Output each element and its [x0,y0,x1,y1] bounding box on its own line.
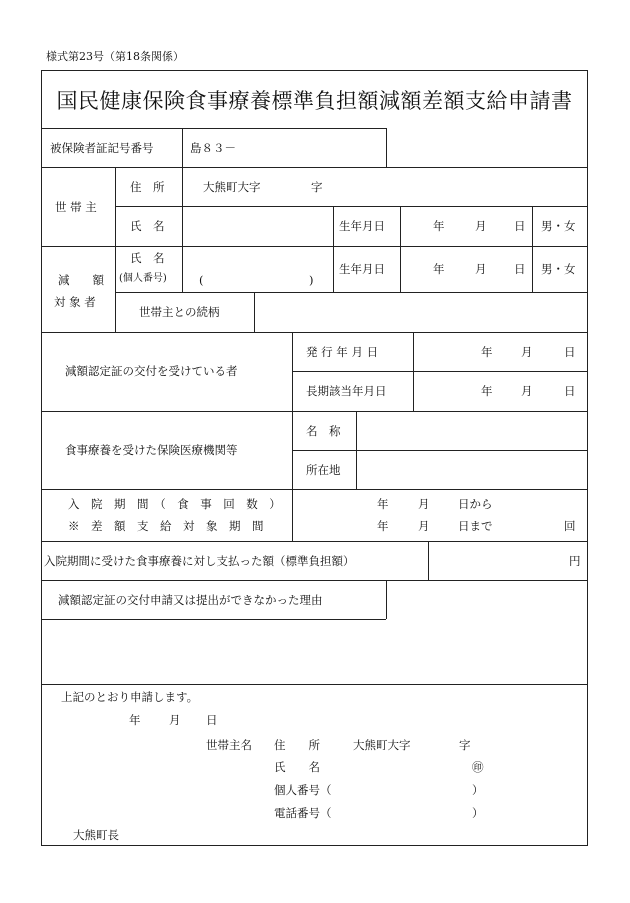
recipient: 大熊町長 [73,828,119,842]
applicant-name-label: 氏 名 [274,760,320,774]
rule [254,292,255,332]
rule [41,541,588,542]
application-statement: 上記のとおり申請します。 [61,690,199,704]
rule [41,619,386,620]
insured-number-value[interactable]: 島８３－ [190,141,236,155]
target-day: 日 [514,262,526,276]
issue-day: 日 [564,345,576,359]
rule [41,411,588,412]
institution-name-label: 名 称 [306,424,341,438]
issue-year: 年 [481,345,493,359]
longterm-year: 年 [481,384,493,398]
rule [292,450,588,451]
householder-month: 月 [475,219,487,233]
seal-mark: ㊞ [472,760,484,774]
householder-address-label: 住 所 [130,180,165,194]
rule [41,580,588,581]
applicant-phone-label: 電話番号（ [274,806,332,820]
applicant-label: 世帯主名 [206,738,252,752]
householder-aza: 字 [311,180,323,194]
householder-birth-label: 生年月日 [339,219,385,233]
period-to: 日まで [458,519,493,533]
rule [41,246,588,247]
rule [386,580,387,619]
longterm-month: 月 [521,384,533,398]
target-paren-close: ) [309,273,314,287]
rule [41,167,588,168]
page-title: 国民健康保険食事療養標準負担額減額差額支給申請書 [56,89,573,113]
householder-label: 世 帯 主 [55,200,97,214]
payment-unit: 円 [569,554,581,568]
rule [41,128,386,129]
form-number: 様式第23号（第18条関係） [46,50,184,63]
rule [413,332,414,411]
applicant-phone-close: ） [472,806,484,820]
reason-label: 減額認定証の交付申請又は提出ができなかった理由 [58,593,323,607]
rule [532,206,533,292]
rule [182,167,183,292]
rule [292,332,293,541]
target-year: 年 [433,262,445,276]
householder-sex: 男・女 [541,219,576,233]
rule [115,167,116,332]
rule [400,206,401,292]
householder-year: 年 [433,219,445,233]
applicant-address-label: 住 所 [274,738,320,752]
period-to-year: 年 [377,519,389,533]
rule [356,411,357,489]
rule [115,206,588,207]
rule [333,206,334,292]
rule [41,684,588,685]
period-label-2: ※ 差 額 支 給 対 象 期 間 [68,519,264,533]
rule [182,128,183,167]
longterm-date-label: 長期該当年月日 [306,384,387,398]
rule [41,489,588,490]
householder-name-label: 氏 名 [130,219,165,233]
target-label-1: 減 額 [58,273,104,287]
application-month: 月 [169,713,181,727]
target-sex: 男・女 [541,262,576,276]
applicant-personal-no-close: ） [472,783,484,797]
period-from: 日から [458,497,493,511]
period-from-month: 月 [418,497,430,511]
period-from-year: 年 [377,497,389,511]
longterm-day: 日 [564,384,576,398]
issue-date-label: 発 行 年 月 日 [306,345,379,359]
target-name-label: 氏 名 [130,251,165,265]
period-times: 回 [564,519,576,533]
insured-number-label: 被保険者証記号番号 [50,141,154,155]
target-paren-open: ( [199,273,204,287]
target-label-2: 対 象 者 [54,295,96,309]
issue-month: 月 [521,345,533,359]
period-to-month: 月 [418,519,430,533]
application-day: 日 [206,713,218,727]
period-label-1: 入 院 期 間 （ 食 事 回 数 ） [68,497,281,511]
payment-label: 入院期間に受けた食事療養に対し支払った額（標準負担額） [44,554,355,568]
rule [115,292,588,293]
target-personal-no-label: (個人番号) [119,273,167,284]
rule [41,332,588,333]
applicant-aza: 字 [459,738,471,752]
householder-address-value[interactable]: 大熊町大字 [203,180,261,194]
rule [428,541,429,580]
applicant-personal-no-label: 個人番号（ [274,783,332,797]
householder-day: 日 [514,219,526,233]
target-birth-label: 生年月日 [339,262,385,276]
rule [292,371,588,372]
title-area [41,70,588,128]
certificate-label: 減額認定証の交付を受けている者 [65,364,238,378]
relation-label: 世帯主との続柄 [139,305,220,319]
institution-label: 食事療養を受けた保険医療機関等 [65,443,238,457]
applicant-address-value[interactable]: 大熊町大字 [353,738,411,752]
rule [386,128,387,167]
institution-location-label: 所在地 [306,463,341,477]
application-year: 年 [129,713,141,727]
target-month: 月 [475,262,487,276]
